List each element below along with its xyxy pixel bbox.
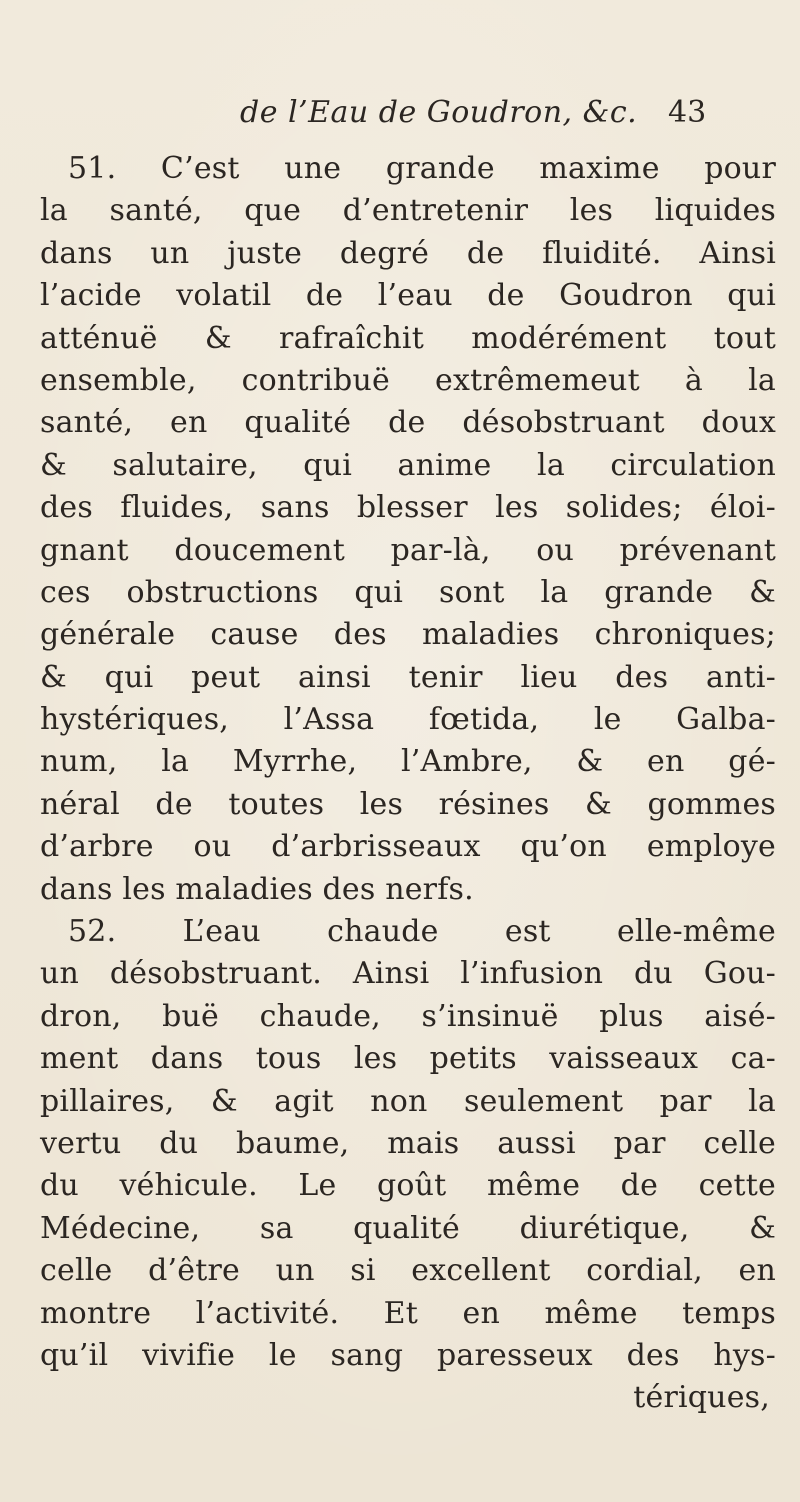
text-line: 51. C’est une grande maxime pour [68, 151, 776, 186]
text-line: l’acide volatil de l’eau de Goudron qui [40, 278, 776, 314]
page-number: 43 [668, 95, 707, 130]
text-line: num, la Myrrhe, l’Ambre, & en gé- [40, 744, 776, 780]
text-line: dron, buë chaude, s’insinuë plus aisé- [40, 998, 776, 1034]
running-title: de l’Eau de Goudron, &c. [240, 95, 638, 130]
text-line: atténuë & rafraîchit modérément tout [40, 320, 776, 356]
text-line: dans les maladies des nerfs. [40, 871, 474, 907]
text-line: ment dans tous les petits vaisseaux ca- [40, 1041, 776, 1077]
text-line: & qui peut ainsi tenir lieu des anti- [40, 659, 776, 695]
body-text [40, 148, 776, 1420]
text-line: néral de toutes les résines & gommes [40, 786, 776, 822]
text-line: qu’il vivifie le sang paresseux des hys- [40, 1337, 776, 1373]
running-head [0, 95, 800, 135]
text-line: 52. L’eau chaude est elle-même [68, 914, 776, 950]
text-line: & salutaire, qui anime la circulation [40, 447, 776, 483]
text-line: vertu du baume, mais aussi par celle [40, 1125, 776, 1161]
text-line: Médecine, sa qualité diurétique, & [40, 1210, 776, 1246]
text-line: ensemble, contribuë extrêmemeut à la [40, 362, 776, 398]
text-line: la santé, que d’entretenir les liquides [40, 193, 776, 229]
text-line: dans un juste degré de fluidité. Ainsi [40, 235, 776, 271]
text-line: un désobstruant. Ainsi l’infusion du Gou- [40, 956, 776, 992]
text-line: gnant doucement par-là, ou prévenant [40, 532, 776, 568]
paragraph-52 [40, 911, 776, 1377]
text-line: des fluides, sans blesser les solides; éloi- [40, 490, 776, 526]
text-line: celle d’être un si excellent cordial, en [40, 1253, 776, 1289]
paragraph-51 [40, 148, 776, 911]
catchword: tériques, [633, 1380, 770, 1416]
text-line: générale cause des maladies chroniques; [40, 617, 776, 653]
text-line: du véhicule. Le goût même de cette [40, 1168, 776, 1204]
text-line: d’arbre ou d’arbrisseaux qu’on employe [40, 829, 776, 865]
text-line: santé, en qualité de désobstruant doux [40, 405, 776, 441]
text-line: pillaires, & agit non seulement par la [40, 1083, 776, 1119]
text-line: montre l’activité. Et en même temps [40, 1295, 776, 1331]
text-line: ces obstructions qui sont la grande & [40, 574, 776, 610]
text-line: hystériques, l’Assa fœtida, le Galba- [40, 702, 776, 738]
